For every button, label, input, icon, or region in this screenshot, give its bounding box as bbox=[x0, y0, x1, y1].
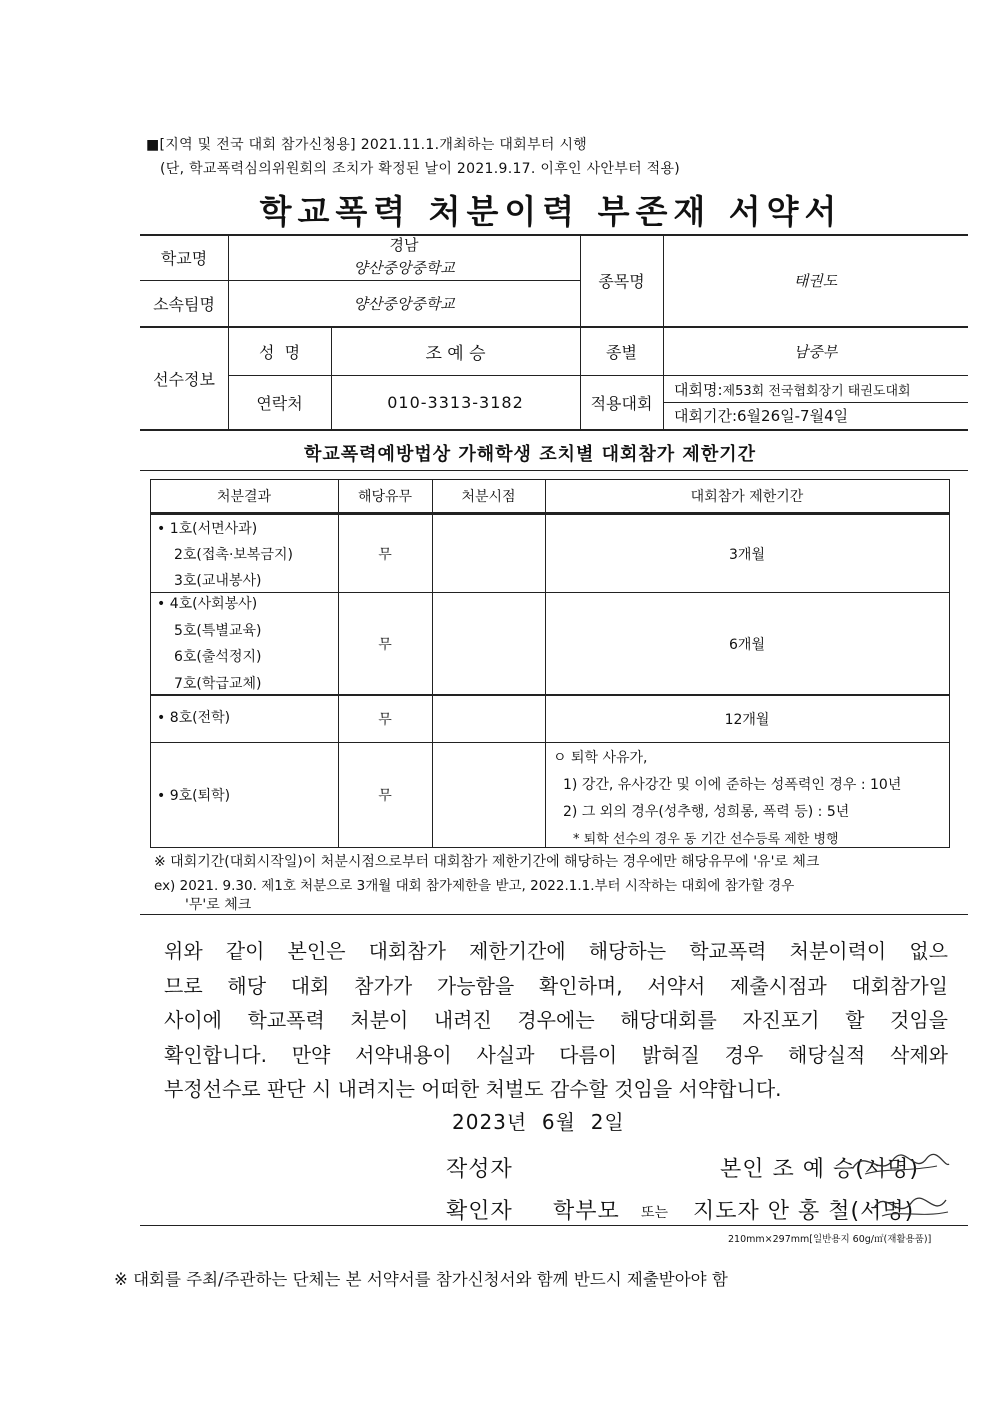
row-1-period: 3개월 bbox=[729, 546, 765, 563]
row-2-period: 6개월 bbox=[729, 636, 765, 653]
sport-label: 종목명 bbox=[598, 272, 645, 291]
writer-label: 작성자 bbox=[446, 1157, 513, 1182]
final-note: ※ 대회를 주최/주관하는 단체는 본 서약서를 참가신청서와 함께 반드시 제출받아야 함 bbox=[114, 1270, 728, 1289]
team-name: 양산중앙중학교 bbox=[353, 295, 455, 313]
sport-value: 태권도 bbox=[793, 272, 838, 290]
period-line: 2) 그 외의 경우(성추행, 성희롱, 폭력 등) : 5년 bbox=[563, 804, 850, 820]
restrictions-subtitle: 학교폭력예방법상 가해학생 조치별 대회참가 제한기간 bbox=[304, 444, 756, 465]
event-label: 적용대회 bbox=[590, 394, 653, 413]
measure-item: 7호(학급교체) bbox=[174, 675, 262, 692]
paper-spec: 210mm×297mm[일반용지 60g/㎡(재활용품)] bbox=[728, 1234, 932, 1245]
period-line: ㅇ 퇴학 사유가, bbox=[553, 750, 648, 766]
header-note-line1: ■[지역 및 전국 대회 참가신청용] 2021.11.1.개최하는 대회부터 시행 bbox=[146, 137, 588, 153]
name-value: 조 예 승 bbox=[425, 344, 486, 364]
pledge-date: 2023년 6월 2일 bbox=[452, 1110, 625, 1134]
school-name: 양산중앙중학교 bbox=[353, 258, 455, 277]
player-info-label: 선수정보 bbox=[153, 370, 215, 389]
row-3-period: 12개월 bbox=[724, 712, 770, 728]
team-label: 소속팀명 bbox=[153, 295, 215, 314]
table-note-2: ex) 2021. 9.30. 제1호 처분으로 3개월 대회 참가제한을 받고, 2022.1.1.부터 시작하는 대회에 참가할 경우 bbox=[154, 878, 795, 894]
measure-item: 3호(교내봉사) bbox=[174, 573, 262, 589]
row-4-applicable: 무 bbox=[378, 788, 392, 804]
contact-value: 010-3313-3182 bbox=[387, 393, 524, 412]
contact-label: 연락처 bbox=[256, 394, 303, 413]
col-header-result: 처분결과 bbox=[216, 489, 272, 505]
row-3-applicable: 무 bbox=[378, 712, 392, 728]
measure-item: 6호(출석정지) bbox=[174, 649, 262, 665]
pledge-line: 부정선수로 판단 시 내려지는 어떠한 처벌도 감수할 것임을 서약합니다. bbox=[164, 1077, 782, 1101]
pledge-paragraph bbox=[164, 934, 948, 1107]
pledge-line: 위와 같이 본인은 대회참가 제한기간에 해당하는 학교폭력 처분이력이 없으 bbox=[164, 939, 948, 963]
pledge-line: 확인합니다. 만약 서약내용이 사실과 다름이 밝혀질 경우 해당실적 삭제와 bbox=[164, 1042, 948, 1067]
confirmer-or: 또는 bbox=[641, 1205, 669, 1221]
writer-signature bbox=[845, 1138, 955, 1188]
school-region: 경남 bbox=[389, 235, 419, 254]
measure-item: 2호(접촉·보복금지) bbox=[174, 547, 293, 563]
confirmer-label: 확인자 bbox=[446, 1199, 513, 1224]
table-row-4-measures: • 9호(퇴학) bbox=[157, 788, 231, 804]
row-1-applicable: 무 bbox=[378, 546, 392, 563]
document-title: 학교폭력 처분이력 부존재 서약서 bbox=[259, 192, 843, 231]
col-header-period: 대회참가 제한기간 bbox=[690, 489, 804, 505]
row-2-applicable: 무 bbox=[378, 636, 392, 653]
pledge-line: 사이에 학교폭력 처분이 내려진 경우에는 해당대회를 자진포기 할 것임을 bbox=[164, 1008, 948, 1032]
event-name-value: 제53회 전국협회장기 태권도대회 bbox=[722, 384, 911, 399]
measure-item: 5호(특별교육) bbox=[174, 622, 262, 639]
name-label: 성 명 bbox=[258, 343, 301, 362]
pledge-line: 므로 해당 대회 참가가 가능함을 확인하며, 서약서 제출시점과 대회참가일 bbox=[164, 973, 948, 998]
confirmer-signature bbox=[868, 1182, 958, 1230]
col-header-time: 처분시점 bbox=[461, 489, 516, 505]
writer-value: 본인 조 예 승(서명) bbox=[720, 1157, 919, 1182]
table-note-3: '무'로 체크 bbox=[185, 897, 252, 913]
header-note-line2: (단, 학교폭력심의위원회의 조치가 확정된 날이 2021.9.17. 이후인 사안부터 적용) bbox=[160, 161, 681, 177]
table-row-1-measures bbox=[157, 516, 293, 594]
measure-item: • 4호(사회봉사) bbox=[157, 596, 258, 612]
period-line: * 퇴학 선수의 경우 동 기간 선수등록 제한 병행 bbox=[573, 832, 839, 847]
gender-label: 종별 bbox=[606, 343, 637, 362]
event-name-label: 대회명: bbox=[674, 381, 723, 399]
confirmer-value: 지도자 안 홍 철(서명) bbox=[693, 1199, 915, 1224]
gender-value: 남중부 bbox=[793, 343, 838, 361]
school-label: 학교명 bbox=[160, 249, 208, 268]
event-period: 대회기간:6월26일-7월4일 bbox=[674, 407, 849, 425]
table-row-2-measures bbox=[157, 591, 261, 697]
table-note-1: ※ 대회기간(대회시작일)이 처분시점으로부터 대회참가 제한기간에 해당하는 경우에만 해당유무에 '유'로 체크 bbox=[154, 854, 820, 870]
event-name bbox=[674, 379, 911, 400]
period-line: 1) 강간, 유사강간 및 이에 준하는 성폭력인 경우 : 10년 bbox=[563, 777, 902, 793]
measure-item: • 1호(서면사과) bbox=[157, 521, 258, 537]
col-header-applicable: 해당유무 bbox=[357, 489, 413, 505]
table-row-3-measures: • 8호(전학) bbox=[157, 710, 231, 726]
confirmer-role: 학부모 bbox=[553, 1199, 620, 1224]
row-4-period bbox=[553, 745, 901, 853]
